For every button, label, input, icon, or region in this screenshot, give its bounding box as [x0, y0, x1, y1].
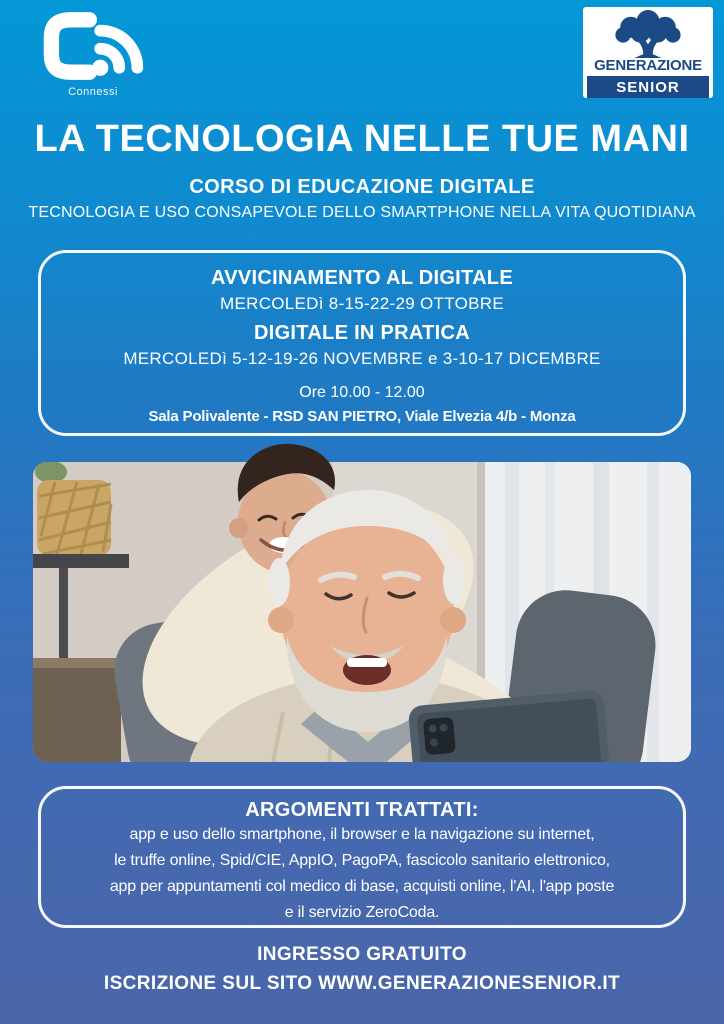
schedule-time: Ore 10.00 - 12.00: [299, 384, 425, 401]
senior-label: SENIOR: [616, 78, 680, 96]
course1-dates: MERCOLEDì 8-15-22-29 OTTOBRE: [220, 294, 504, 313]
topics-box: [38, 786, 686, 928]
page-subtitle: CORSO DI EDUCAZIONE DIGITALE: [189, 176, 535, 198]
tree-icon: [602, 10, 694, 58]
connessi-logo: [34, 8, 152, 98]
free-entry-label: INGRESSO GRATUITO: [257, 944, 467, 965]
topics-title: ARGOMENTI TRATTATI:: [245, 799, 479, 821]
topics-line-2: le truffe online, Spid/CIE, AppIO, PagoPA, fascicolo sanitario elettronico,: [114, 852, 610, 869]
topics-line-4: e il servizio ZeroCoda.: [284, 904, 440, 921]
connessi-caption: Connessi: [68, 86, 118, 98]
course-photo: [33, 440, 691, 762]
senior-bar: [587, 76, 709, 98]
connessi-wifi-c-icon: [34, 8, 152, 84]
page-tagline: TECNOLOGIA E USO CONSAPEVOLE DELLO SMARTPHONE NELLA VITA QUOTIDIANA: [28, 204, 696, 221]
course2-title: DIGITALE IN PRATICA: [253, 322, 471, 344]
topics-line-1: app e uso dello smartphone, il browser e la navigazione su internet,: [129, 826, 595, 843]
footer: [0, 944, 724, 995]
generazione-label: GENERAZIONE: [594, 57, 702, 74]
page-title: LA TECNOLOGIA NELLE TUE MANI: [34, 118, 690, 160]
schedule-box: [38, 250, 686, 436]
course1-title: AVVICINAMENTO AL DIGITALE: [211, 267, 513, 289]
registration-website-label: ISCRIZIONE SUL SITO WWW.GENERAZIONESENIOR.IT: [103, 973, 621, 994]
topics-line-3: app per appuntamenti col medico di base, acquisti online, l'AI, l'app poste: [109, 878, 615, 895]
schedule-location: Sala Polivalente - RSD SAN PIETRO, Viale Elvezia 4/b - Monza: [148, 408, 576, 425]
generazione-senior-logo: [583, 7, 713, 98]
course2-dates: MERCOLEDì 5-12-19-26 NOVEMBRE e 3-10-17 DICEMBRE: [123, 349, 601, 368]
